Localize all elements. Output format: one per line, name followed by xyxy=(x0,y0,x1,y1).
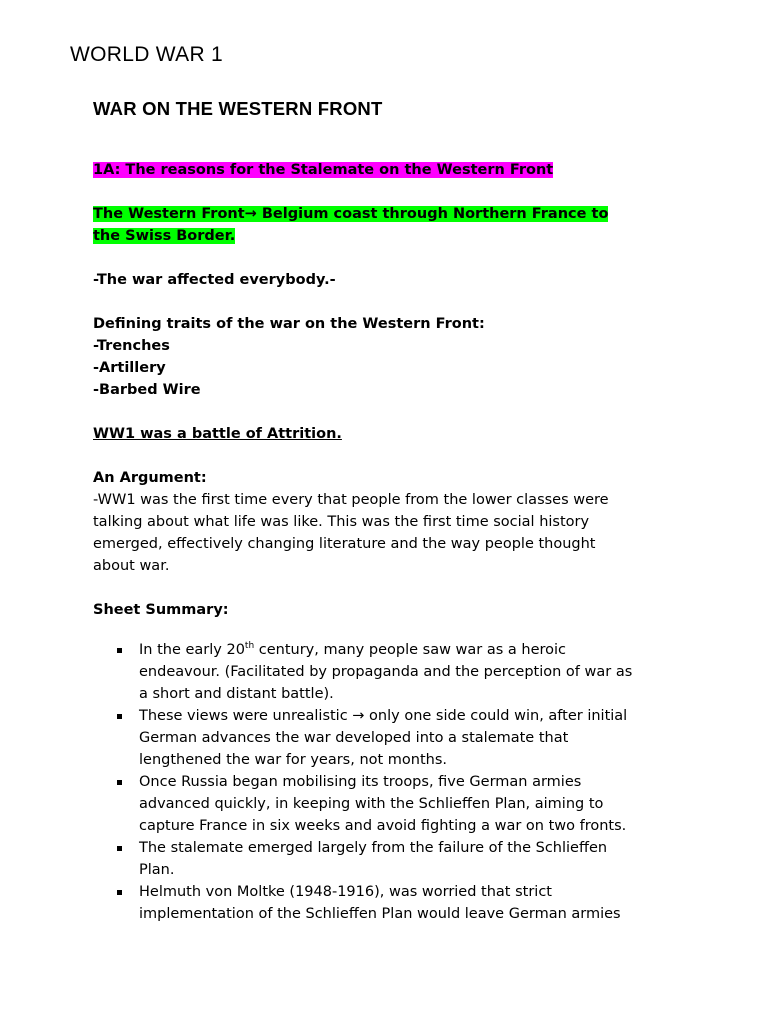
summary-line: German advances the war developed into a stalemate that xyxy=(139,730,569,746)
summary-item xyxy=(93,771,673,837)
summary-line: These views were unrealistic → only one side could win, after initial xyxy=(139,708,628,724)
argument-line: talking about what life was like. This was the first time social history xyxy=(93,514,590,530)
superscript: th xyxy=(244,641,255,652)
summary-line: Plan. xyxy=(139,862,175,878)
document-title: WORLD WAR 1 xyxy=(70,43,224,66)
western-front-line-1: The Western Front→ Belgium coast through Northern France to xyxy=(93,206,609,222)
summary-line: endeavour. (Facilitated by propaganda and the perception of war as xyxy=(139,664,633,680)
attrition-statement: WW1 was a battle of Attrition. xyxy=(93,426,342,442)
summary-line: Once Russia began mobilising its troops, five German armies xyxy=(139,774,582,790)
summary-line: capture France in six weeks and avoid fighting a war on two fronts. xyxy=(139,818,627,834)
summary-text: century, many people saw war as a heroic xyxy=(254,642,567,658)
document-content xyxy=(93,95,713,925)
western-front-description xyxy=(93,203,713,247)
argument-line: emerged, effectively changing literature and the way people thought xyxy=(93,536,596,552)
square-bullet-icon xyxy=(117,890,122,895)
trait-item: -Artillery xyxy=(93,360,166,376)
argument-title: An Argument: xyxy=(93,470,207,486)
summary-line: The stalemate emerged largely from the failure of the Schlieffen xyxy=(139,840,608,856)
subsection-heading xyxy=(93,159,713,181)
traits-title: Defining traits of the war on the Western Front: xyxy=(93,316,485,332)
summary-line: a short and distant battle). xyxy=(139,686,334,702)
summary-line: lengthened the war for years, not months. xyxy=(139,752,448,768)
highlighted-subheading: 1A: The reasons for the Stalemate on the Western Front xyxy=(93,162,554,178)
square-bullet-icon xyxy=(117,648,122,653)
square-bullet-icon xyxy=(117,714,122,719)
summary-item xyxy=(93,881,673,925)
summary-text: In the early 20 xyxy=(139,642,245,658)
summary-item xyxy=(93,639,673,705)
trait-item: -Barbed Wire xyxy=(93,382,201,398)
summary-item xyxy=(93,705,673,771)
summary-line: Helmuth von Moltke (1948-1916), was worried that strict xyxy=(139,884,552,900)
affected-statement: -The war affected everybody.- xyxy=(93,272,336,288)
western-front-line-2: the Swiss Border. xyxy=(93,228,236,244)
argument-line: -WW1 was the first time every that people from the lower classes were xyxy=(93,492,609,508)
summary-title: Sheet Summary: xyxy=(93,602,229,618)
summary-line: implementation of the Schlieffen Plan would leave German armies xyxy=(139,906,621,922)
summary-line: advanced quickly, in keeping with the Schlieffen Plan, aiming to xyxy=(139,796,604,812)
summary-list xyxy=(93,639,673,925)
square-bullet-icon xyxy=(117,846,122,851)
trait-item: -Trenches xyxy=(93,338,170,354)
section-heading: WAR ON THE WESTERN FRONT xyxy=(93,98,383,119)
argument-line: about war. xyxy=(93,558,170,574)
summary-item xyxy=(93,837,673,881)
square-bullet-icon xyxy=(117,780,122,785)
